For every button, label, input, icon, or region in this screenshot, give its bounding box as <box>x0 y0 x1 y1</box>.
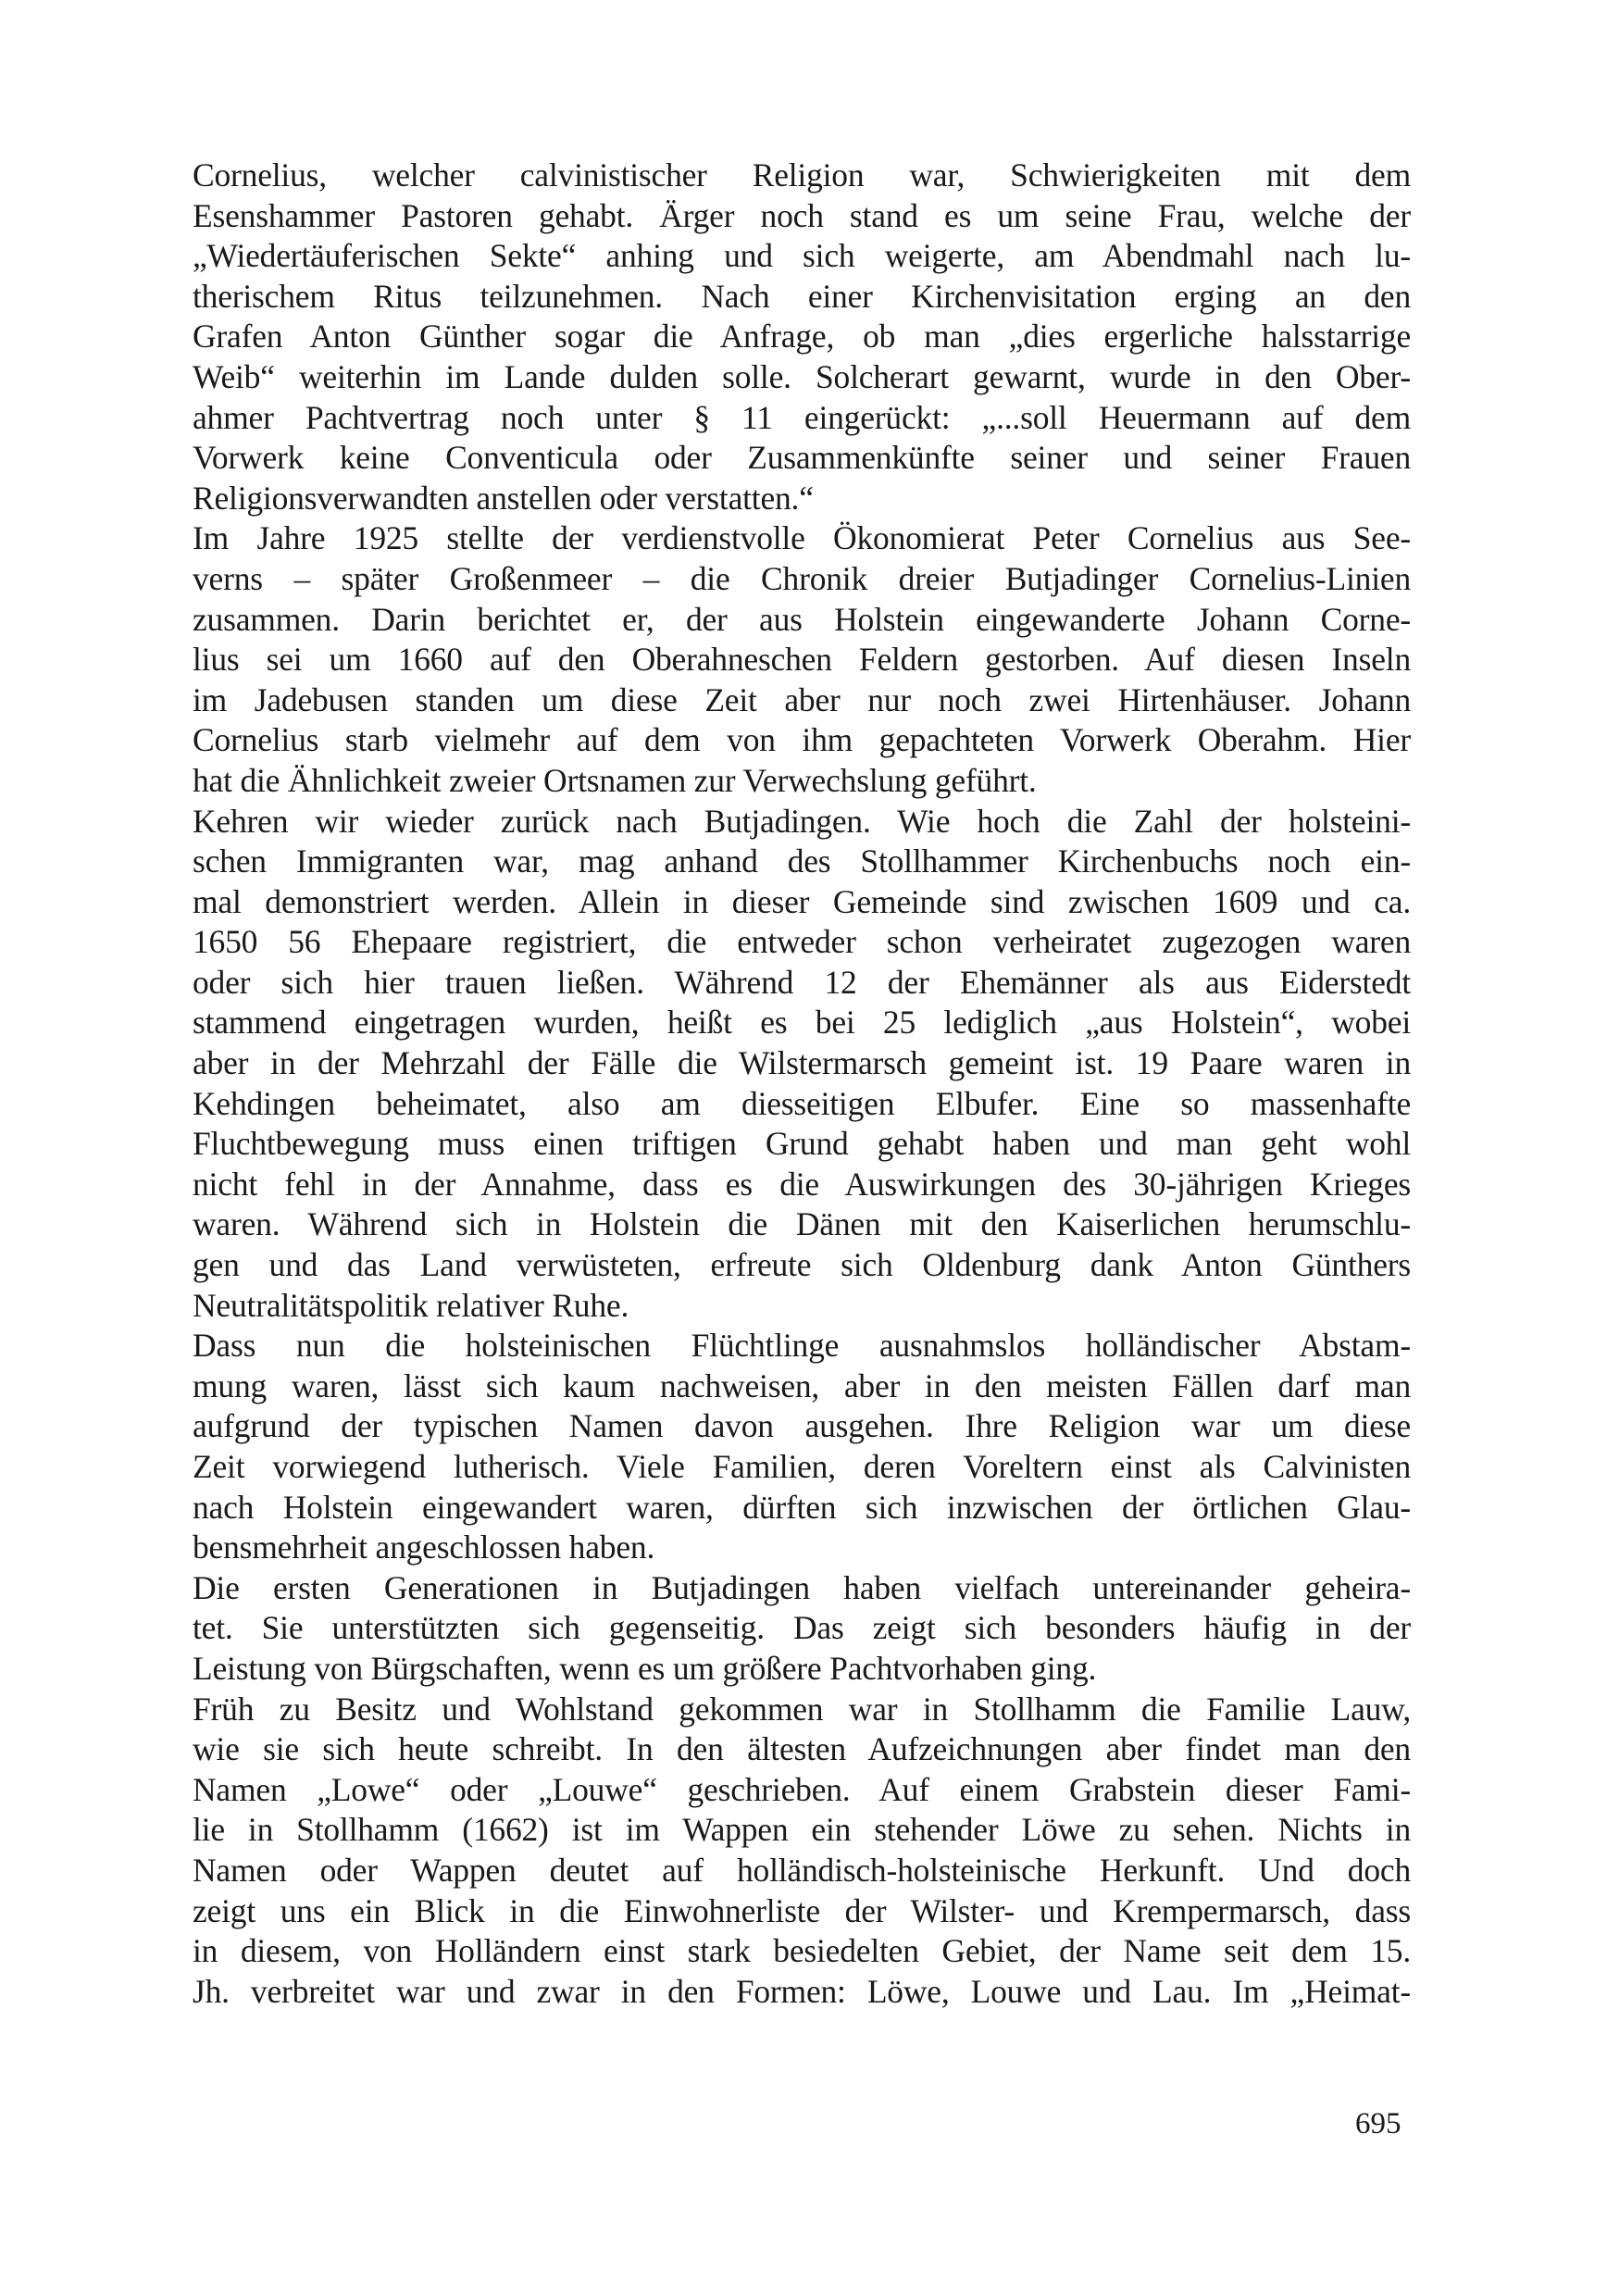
text-line: stammend eingetragen wurden, heißt es bei 25 lediglich „aus Holstein“, wobei <box>193 1004 1411 1042</box>
text-line: Kehren wir wieder zurück nach Butjadingen. Wie hoch die Zahl der holsteini- <box>193 802 1411 840</box>
text-line: nicht fehl in der Annahme, dass es die Auswirkungen des 30-jährigen Krieges <box>193 1165 1411 1203</box>
text-line: Im Jahre 1925 stellte der verdienstvolle Ökonomierat Peter Cornelius aus See- <box>193 519 1411 557</box>
text-line: bensmehrheit angeschlossen haben. <box>193 1529 655 1566</box>
text-line: verns – später Großenmeer – die Chronik dreier Butjadinger Cornelius-Linien <box>193 559 1411 597</box>
text-line: „Wiedertäuferischen Sekte“ anhing und sich weigerte, am Abendmahl nach lu- <box>193 237 1411 275</box>
text-line: im Jadebusen standen um diese Zeit aber nur noch zwei Hirtenhäuser. Johann <box>193 680 1411 718</box>
text-line: Religionsverwandten anstellen oder verstatten.“ <box>193 479 814 517</box>
text-line: Zeit vorwiegend lutherisch. Viele Familien, deren Voreltern einst als Calvinisten <box>193 1448 1411 1485</box>
text-line: Cornelius starb vielmehr auf dem von ihm gepachteten Vorwerk Oberahm. Hier <box>193 721 1411 759</box>
text-line: Esenshammer Pastoren gehabt. Ärger noch stand es um seine Frau, welche der <box>193 196 1411 234</box>
text-line: Fluchtbewegung muss einen triftigen Grund gehabt haben und man geht wohl <box>193 1125 1411 1163</box>
text-line: Weib“ weiterhin im Lande dulden solle. Solcherart gewarnt, wurde in den Ober- <box>193 357 1411 395</box>
text-line: Neutralitätspolitik relativer Ruhe. <box>193 1286 629 1324</box>
text-line: nach Holstein eingewandert waren, dürften sich inzwischen der örtlichen Glau- <box>193 1488 1411 1526</box>
text-line: Cornelius, welcher calvinistischer Religion war, Schwierigkeiten mit dem <box>193 156 1411 193</box>
text-line: tet. Sie unterstützten sich gegenseitig. Das zeigt sich besonders häufig in der <box>193 1609 1411 1647</box>
text-line: ahmer Pachtvertrag noch unter § 11 eingerückt: „...soll Heuermann auf dem <box>193 398 1411 436</box>
page-body <box>193 156 1411 2012</box>
text-line: Jh. verbreitet war und zwar in den Formen: Löwe, Louwe und Lau. Im „Heimat- <box>193 1972 1411 2010</box>
text-line: gen und das Land verwüsteten, erfreute sich Oldenburg dank Anton Günthers <box>193 1246 1411 1284</box>
text-line: Namen „Lowe“ oder „Louwe“ geschrieben. Auf einem Grabstein dieser Fami- <box>193 1770 1411 1808</box>
text-line: Die ersten Generationen in Butjadingen haben vielfach untereinander geheira- <box>193 1568 1411 1606</box>
text-line: Kehdingen beheimatet, also am diesseitigen Elbufer. Eine so massenhafte <box>193 1084 1411 1122</box>
text-line: therischem Ritus teilzunehmen. Nach einer Kirchenvisitation erging an den <box>193 277 1411 315</box>
text-line: aber in der Mehrzahl der Fälle die Wilstermarsch gemeint ist. 19 Paare waren in <box>193 1044 1411 1082</box>
text-line: lie in Stollhamm (1662) ist im Wappen ein stehender Löwe zu sehen. Nichts in <box>193 1811 1411 1849</box>
text-line: hat die Ähnlichkeit zweier Ortsnamen zur Verwechslung geführt. <box>193 761 1037 799</box>
text-line: waren. Während sich in Holstein die Dänen mit den Kaiserlichen herumschlu- <box>193 1205 1411 1243</box>
text-line: aufgrund der typischen Namen davon ausgehen. Ihre Religion war um diese <box>193 1407 1411 1445</box>
text-line: lius sei um 1660 auf den Oberahneschen Feldern gestorben. Auf diesen Inseln <box>193 641 1411 679</box>
text-line: in diesem, von Holländern einst stark besiedelten Gebiet, der Name seit dem 15. <box>193 1932 1411 1970</box>
text-line: Dass nun die holsteinischen Flüchtlinge ausnahmslos holländischer Abstam- <box>193 1327 1411 1365</box>
text-line: Leistung von Bürgschaften, wenn es um größere Pachtvorhaben ging. <box>193 1649 1097 1687</box>
text-line: Vorwerk keine Conventicula oder Zusammenkünfte seiner und seiner Frauen <box>193 439 1411 477</box>
page-number: 695 <box>1355 2107 1401 2140</box>
text-line: zeigt uns ein Blick in die Einwohnerliste der Wilster- und Krempermarsch, dass <box>193 1891 1411 1929</box>
text-line: oder sich hier trauen ließen. Während 12 der Ehemänner als aus Eiderstedt <box>193 963 1411 1001</box>
text-line: Namen oder Wappen deutet auf holländisch-holsteinische Herkunft. Und doch <box>193 1851 1411 1889</box>
text-line: zusammen. Darin berichtet er, der aus Holstein eingewanderte Johann Corne- <box>193 600 1411 638</box>
text-line: 1650 56 Ehepaare registriert, die entweder schon verheiratet zugezogen waren <box>193 923 1411 961</box>
text-line: Grafen Anton Günther sogar die Anfrage, ob man „dies ergerliche halsstarrige <box>193 318 1411 356</box>
text-line: mung waren, lässt sich kaum nachweisen, aber in den meisten Fällen darf man <box>193 1366 1411 1404</box>
text-line: wie sie sich heute schreibt. In den ältesten Aufzeichnungen aber findet man den <box>193 1730 1411 1768</box>
text-line: schen Immigranten war, mag anhand des Stollhammer Kirchenbuchs noch ein- <box>193 842 1411 880</box>
text-line: Früh zu Besitz und Wohlstand gekommen war in Stollhamm die Familie Lauw, <box>193 1690 1411 1728</box>
text-line: mal demonstriert werden. Allein in dieser Gemeinde sind zwischen 1609 und ca. <box>193 882 1411 920</box>
